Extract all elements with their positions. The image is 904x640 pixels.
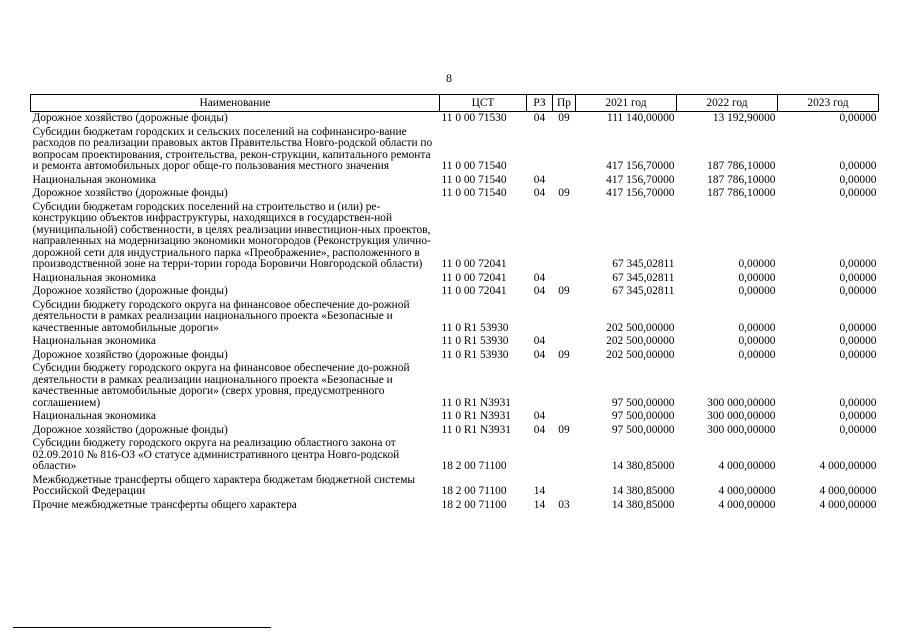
budget-table [30,94,879,512]
cell-pr: 09 [558,423,570,436]
cell-code: 11 0 00 71540 [441,187,507,199]
cell-2023: 4 000,00000 [819,498,877,511]
cell-rz: 04 [533,348,546,361]
table-row [31,174,879,188]
cell-2023: 0,00000 [839,112,877,124]
table-row [31,499,879,513]
cell-name: Национальная экономика [32,173,156,186]
cell-2021: 417 156,70000 [606,187,675,199]
header-name: Наименование [31,95,440,112]
cell-code: 11 0 R1 53930 [441,348,509,361]
cell-pr [553,437,576,474]
table-row [31,299,879,336]
cell-rz: 04 [533,285,546,297]
cell-rz [527,299,553,336]
cell-name: Дорожное хозяйство (дорожные фонды) [32,285,228,297]
cell-2022: 300 000,00000 [707,396,776,409]
cell-code: 11 0 R1 N3931 [441,396,512,409]
cell-2023: 4 000,00000 [819,460,877,472]
cell-pr [553,335,576,349]
cell-name: Субсидии бюджету городского округа на финансовое обеспечение до-рожной деятельности в рамках реализации национального проекта «Безопасные и качественные автомобильные дороги» (сверх уровня, предусмотренного соглашением) [32,362,410,409]
cell-2022: 4 000,00000 [718,498,776,511]
cell-2023: 0,00000 [839,258,877,270]
table-row [31,362,879,410]
cell-rz: 04 [533,423,546,436]
header-pr: Пр [553,95,576,112]
cell-code: 11 0 00 72041 [441,258,507,270]
cell-2021: 14 380,85000 [611,460,675,472]
cell-2022: 0,00000 [738,258,776,270]
table-header-row [31,95,879,112]
cell-2022: 0,00000 [738,271,776,284]
cell-name: Дорожное хозяйство (дорожные фонды) [32,187,228,199]
cell-pr [553,362,576,410]
cell-2021: 14 380,85000 [611,485,675,497]
cell-pr [553,272,576,286]
cell-pr: 09 [558,285,570,297]
cell-2023: 4 000,00000 [819,485,877,497]
header-rz: РЗ [527,95,553,112]
cell-code: 11 0 00 72041 [441,271,507,284]
cell-code: 11 0 00 71540 [441,160,507,172]
cell-code: 18 2 00 71100 [441,485,507,497]
cell-2022: 187 786,10000 [707,160,776,172]
cell-pr [553,474,576,499]
table-row [31,285,879,299]
cell-2023: 0,00000 [839,321,877,334]
cell-2021: 97 500,00000 [611,410,675,422]
cell-name: Субсидии бюджету городского округа на финансовое обеспечение до-рожной деятельности в рамках реализации национального проекта «Безопасные и качественные автомобильные дороги» [32,298,410,334]
table-row [31,349,879,363]
cell-name: Дорожное хозяйство (дорожные фонды) [32,423,228,436]
cell-2021: 202 500,00000 [606,348,675,361]
cell-code: 11 0 00 72041 [441,285,507,297]
cell-rz: 04 [533,410,546,422]
cell-pr [553,410,576,424]
cell-2021: 67 345,02811 [612,285,675,297]
cell-2023: 0,00000 [839,160,877,172]
cell-2021: 14 380,85000 [611,498,675,511]
cell-name: Прочие межбюджетные трансферты общего характера [32,498,297,511]
cell-code: 11 0 00 71540 [441,173,507,186]
cell-2022: 0,00000 [738,335,776,347]
cell-2021: 97 500,00000 [611,396,675,409]
cell-2021: 202 500,00000 [606,335,675,347]
cell-name: Дорожное хозяйство (дорожные фонды) [32,348,228,361]
cell-pr: 03 [558,498,570,511]
cell-code: 11 0 R1 N3931 [441,423,512,436]
table-row [31,424,879,438]
cell-pr [553,201,576,272]
header-2021: 2021 год [576,95,677,112]
cell-rz: 04 [533,173,546,186]
cell-rz [527,362,553,410]
cell-2023: 0,00000 [839,285,877,297]
cell-2022: 0,00000 [738,285,776,297]
cell-2023: 0,00000 [839,173,877,186]
cell-2023: 0,00000 [839,335,877,347]
cell-code: 18 2 00 71100 [441,460,507,472]
cell-2023: 0,00000 [839,396,877,409]
cell-pr [553,126,576,174]
footer-divider [13,627,271,628]
table-row [31,474,879,499]
table-row [31,201,879,272]
cell-2022: 13 192,90000 [712,112,776,124]
cell-rz: 04 [533,112,546,124]
cell-rz [527,437,553,474]
cell-2021: 67 345,02811 [612,258,675,270]
cell-rz: 04 [533,271,546,284]
cell-code: 11 0 00 71530 [441,112,507,124]
table-row [31,112,879,126]
cell-rz: 14 [533,498,546,511]
header-code: ЦСТ [440,95,527,112]
table-row [31,437,879,474]
cell-pr [553,299,576,336]
cell-2022: 0,00000 [738,321,776,334]
cell-rz [527,126,553,174]
cell-name: Субсидии бюджету городского округа на реализацию областного закона от 02.09.2010 № 816-ОЗ «О статусе административного центра Новго-родской области» [32,437,400,472]
cell-code: 11 0 R1 53930 [441,321,509,334]
cell-2023: 0,00000 [839,348,877,361]
cell-name: Субсидии бюджетам городских поселений на строительство и (или) ре-конструкцию объектов инфраструктуры, находящихся в государствен-ной (муниципальной) собственности, в целях реализации инвестицион-ных проектов, направленных на модернизацию экономики моногородов (Реконструкция улично-дорожной сети для индустриального парка «Преображение», расположенного в производственной зоне на терри-тории города Боровичи Новгородской области) [32,200,431,270]
cell-name: Дорожное хозяйство (дорожные фонды) [32,112,228,124]
cell-2022: 300 000,00000 [707,423,776,436]
cell-name: Национальная экономика [32,410,156,422]
cell-2022: 4 000,00000 [718,485,776,497]
cell-name: Национальная экономика [32,335,156,347]
page-number: 8 [446,71,452,85]
cell-code: 11 0 R1 N3931 [441,410,512,422]
cell-rz [527,201,553,272]
cell-2023: 0,00000 [839,187,877,199]
cell-2021: 97 500,00000 [611,423,675,436]
cell-rz: 04 [533,187,546,199]
cell-2021: 202 500,00000 [606,321,675,334]
cell-pr [553,174,576,188]
cell-name: Субсидии бюджетам городских и сельских поселений на софинансиро-вание расходов по реализации правовых актов Правительства Новго-родской области по вопросам проектирования, строительства, рекон-струкции, капитального ремонта и ремонта автомобильных дорог обще-го пользования местного значения [32,125,433,172]
cell-rz: 04 [533,335,546,347]
cell-2022: 300 000,00000 [707,410,776,422]
cell-pr: 09 [558,187,570,199]
cell-2022: 0,00000 [738,348,776,361]
table-row [31,335,879,349]
cell-2021: 417 156,70000 [606,173,675,186]
table-body [31,112,879,513]
cell-code: 18 2 00 71100 [441,498,507,511]
cell-2021: 111 140,00000 [607,112,675,124]
table-row [31,272,879,286]
cell-pr: 09 [558,348,570,361]
table-row [31,410,879,424]
cell-2022: 187 786,10000 [707,187,776,199]
cell-code: 11 0 R1 53930 [441,335,509,347]
cell-name: Межбюджетные трансферты общего характера бюджетам бюджетной системы Российской Федерации [32,473,416,497]
cell-2021: 67 345,02811 [612,271,675,284]
header-2023: 2023 год [778,95,879,112]
cell-name: Национальная экономика [32,271,156,284]
cell-rz: 14 [533,485,546,497]
cell-2022: 187 786,10000 [707,173,776,186]
table-row [31,187,879,201]
cell-2021: 417 156,70000 [606,160,675,172]
cell-2023: 0,00000 [839,271,877,284]
cell-2022: 4 000,00000 [718,460,776,472]
header-2022: 2022 год [677,95,778,112]
cell-2023: 0,00000 [839,410,877,422]
cell-2023: 0,00000 [839,423,877,436]
cell-pr: 09 [558,112,570,124]
table-row [31,126,879,174]
